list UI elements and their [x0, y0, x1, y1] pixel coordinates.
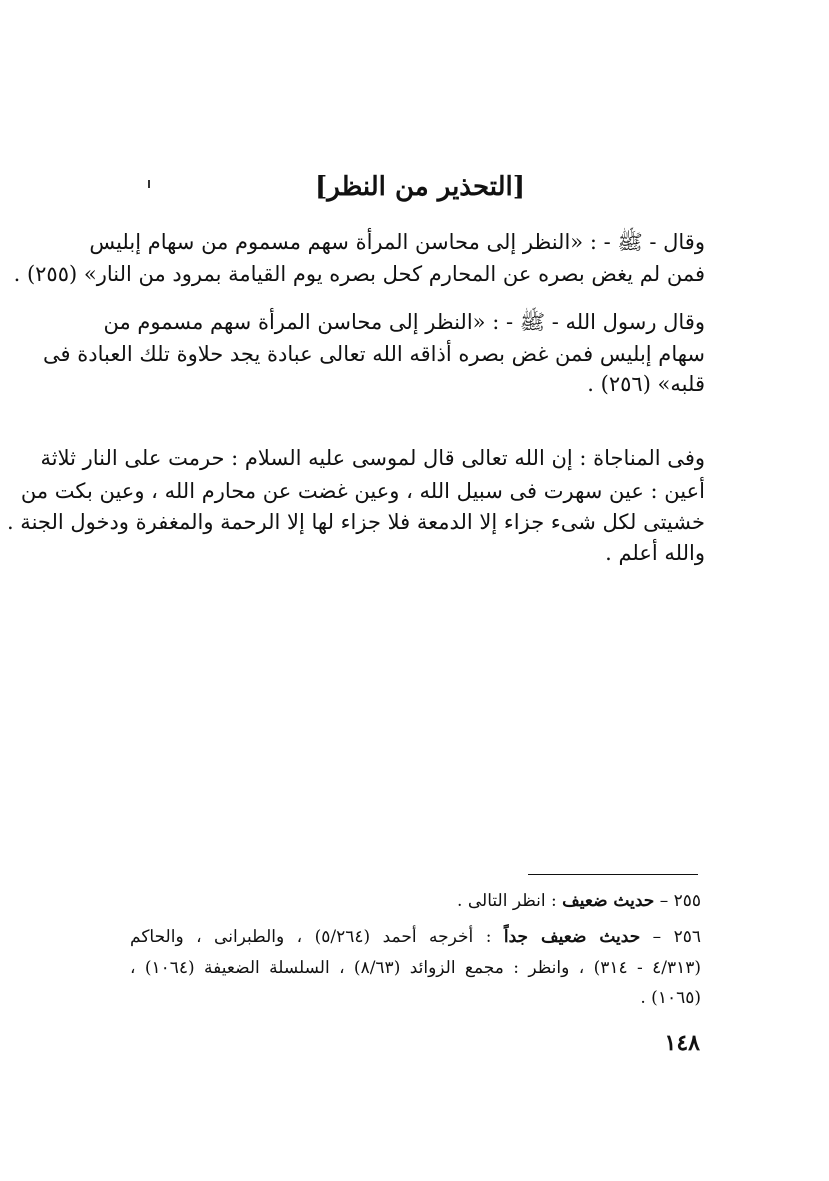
body-line-5: قلبه» (٢٥٦) . — [587, 372, 705, 396]
body-line-1: وقال - ﷺ - : «النظر إلى محاسن المرأة سهم مسموم من سهام إبليس — [89, 230, 705, 254]
footnote-255-grade: حديث ضعيف — [562, 891, 655, 911]
footnote-255-text: : انظر التالى . — [457, 891, 557, 911]
page-number: ١٤٨ — [664, 1030, 700, 1056]
body-line-7: أعين : عين سهرت فى سبيل الله ، وعين غضت عن محارم الله ، وعين بكت من — [20, 479, 705, 503]
stray-mark — [148, 180, 150, 188]
body-line-9: والله أعلم . — [605, 541, 705, 565]
body-line-8: خشيتى لكل شىء جزاء إلا الدمعة فلا جزاء لها إلا الرحمة والمغفرة ودخول الجنة . — [6, 510, 705, 534]
footnote-256-number: ٢٥٦ – — [652, 927, 702, 947]
body-line-3: وقال رسول الله - ﷺ - : «النظر إلى محاسن المرأة سهم مسموم من — [103, 310, 705, 334]
footnote-256-grade: حديث ضعيف جداً — [503, 927, 641, 947]
footnote-256-text: : أخرجه أحمد (٥/٢٦٤) ، والطبرانى ، والحاكم — [130, 927, 492, 947]
footnote-255-number: ٢٥٥ – — [659, 891, 701, 911]
footnote-256 — [130, 929, 701, 946]
body-line-4: سهام إبليس فمن غض بصره أذاقه الله تعالى عبادة يجد حلاوة تلك العبادة فى — [43, 342, 705, 366]
section-heading: [التحذير من النظر] — [314, 172, 526, 202]
footnote-separator — [528, 874, 698, 875]
body-line-2: فمن لم يغض بصره عن المحارم كحل بصره يوم القيامة بمرود من النار» (٢٥٥) . — [13, 262, 705, 286]
footnote-256-line-2: (٤/٣١٣ - ٣١٤) ، وانظر : مجمع الزوائد (٨/٦٣) ، السلسلة الضعيفة (١٠٦٤) ، — [130, 958, 701, 978]
footnote-255 — [457, 893, 701, 910]
footnote-256-line-3: (١٠٦٥) . — [640, 988, 701, 1008]
body-line-6: وفى المناجاة : إن الله تعالى قال لموسى عليه السلام : حرمت على النار ثلاثة — [40, 446, 705, 470]
